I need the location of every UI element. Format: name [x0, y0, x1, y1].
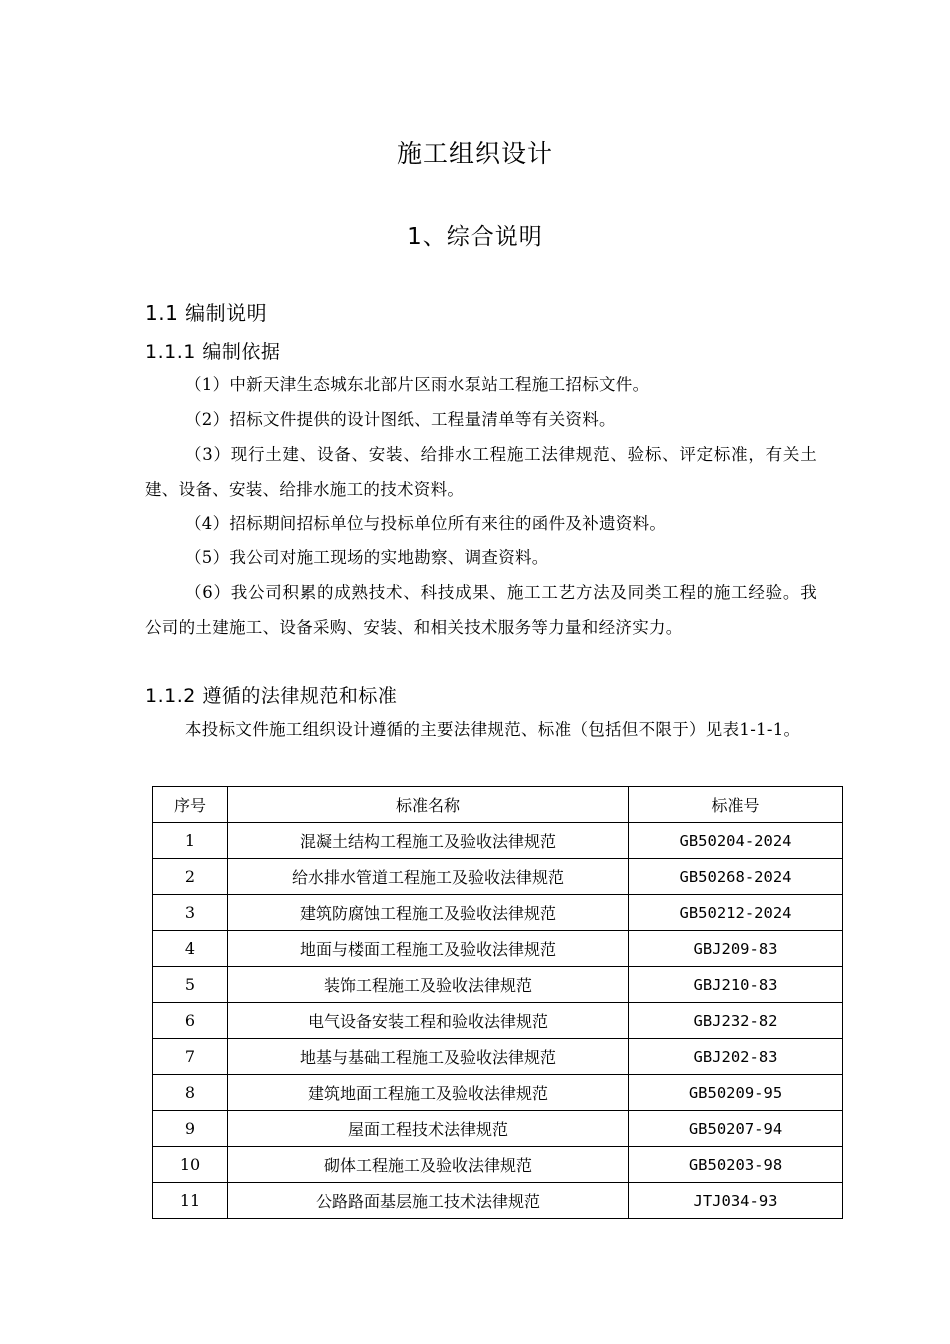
table-row	[153, 1003, 843, 1039]
standards-table	[152, 786, 843, 1219]
header-standard-name: 标准名称	[228, 787, 629, 823]
row-number: 4	[153, 931, 228, 967]
standard-name: 建筑地面工程施工及验收法律规范	[228, 1075, 629, 1111]
chapter-heading: 1、综合说明	[407, 224, 543, 250]
table-body	[153, 823, 843, 1219]
standard-code: GB50203-98	[629, 1147, 843, 1183]
basis-item-5: （5）我公司对施工现场的实地勘察、调查资料。	[185, 548, 549, 567]
table-row	[153, 1111, 843, 1147]
table-header-row	[153, 787, 843, 823]
row-number: 2	[153, 859, 228, 895]
table-row	[153, 1183, 843, 1219]
table-row	[153, 967, 843, 1003]
standard-name: 地基与基础工程施工及验收法律规范	[228, 1039, 629, 1075]
standard-name: 混凝土结构工程施工及验收法律规范	[228, 823, 629, 859]
standard-code: GB50209-95	[629, 1075, 843, 1111]
basis-item-4: （4）招标期间招标单位与投标单位所有来往的函件及补遗资料。	[185, 514, 667, 533]
table-row	[153, 1075, 843, 1111]
basis-item-1: （1）中新天津生态城东北部片区雨水泵站工程施工招标文件。	[185, 375, 650, 394]
row-number: 7	[153, 1039, 228, 1075]
standard-code: GB50212-2024	[629, 895, 843, 931]
standard-code: JTJ034-93	[629, 1183, 843, 1219]
row-number: 5	[153, 967, 228, 1003]
row-number: 8	[153, 1075, 228, 1111]
table-row	[153, 823, 843, 859]
standard-name: 建筑防腐蚀工程施工及验收法律规范	[228, 895, 629, 931]
standard-code: GB50204-2024	[629, 823, 843, 859]
table-row	[153, 1147, 843, 1183]
standard-name: 砌体工程施工及验收法律规范	[228, 1147, 629, 1183]
section-heading-1-1-1: 1.1.1 编制依据	[145, 341, 281, 363]
row-number: 6	[153, 1003, 228, 1039]
standard-code: GB50268-2024	[629, 859, 843, 895]
table-row	[153, 931, 843, 967]
standard-code: GBJ209-83	[629, 931, 843, 967]
row-number: 1	[153, 823, 228, 859]
table-row	[153, 859, 843, 895]
table-row	[153, 895, 843, 931]
document-title: 施工组织设计	[396, 139, 553, 168]
row-number: 10	[153, 1147, 228, 1183]
basis-item-6: （6）我公司积累的成熟技术、科技成果、施工工艺方法及同类工程的施工经验。我公司的土建施工、设备采购、安装、和相关技术服务等力量和经济实力。	[145, 583, 817, 637]
row-number: 3	[153, 895, 228, 931]
standard-name: 屋面工程技术法律规范	[228, 1111, 629, 1147]
standard-code: GBJ232-82	[629, 1003, 843, 1039]
standard-name: 给水排水管道工程施工及验收法律规范	[228, 859, 629, 895]
standard-name: 地面与楼面工程施工及验收法律规范	[228, 931, 629, 967]
header-standard-code: 标准号	[629, 787, 843, 823]
basis-item-3: （3）现行土建、设备、安装、给排水工程施工法律规范、验标、评定标准，有关土建、设备、安装、给排水施工的技术资料。	[145, 445, 817, 499]
standard-code: GBJ202-83	[629, 1039, 843, 1075]
table-row	[153, 1039, 843, 1075]
basis-item-2: （2）招标文件提供的设计图纸、工程量清单等有关资料。	[185, 410, 616, 429]
row-number: 9	[153, 1111, 228, 1147]
section-heading-1-1-2: 1.1.2 遵循的法律规范和标准	[145, 685, 398, 707]
standard-name: 装饰工程施工及验收法律规范	[228, 967, 629, 1003]
standard-name: 电气设备安装工程和验收法律规范	[228, 1003, 629, 1039]
row-number: 11	[153, 1183, 228, 1219]
standard-code: GBJ210-83	[629, 967, 843, 1003]
standards-intro: 本投标文件施工组织设计遵循的主要法律规范、标准（包括但不限于）见表1-1-1。	[185, 720, 801, 739]
section-heading-1-1: 1.1 编制说明	[145, 301, 268, 325]
header-number: 序号	[153, 787, 228, 823]
standard-name: 公路路面基层施工技术法律规范	[228, 1183, 629, 1219]
standard-code: GB50207-94	[629, 1111, 843, 1147]
